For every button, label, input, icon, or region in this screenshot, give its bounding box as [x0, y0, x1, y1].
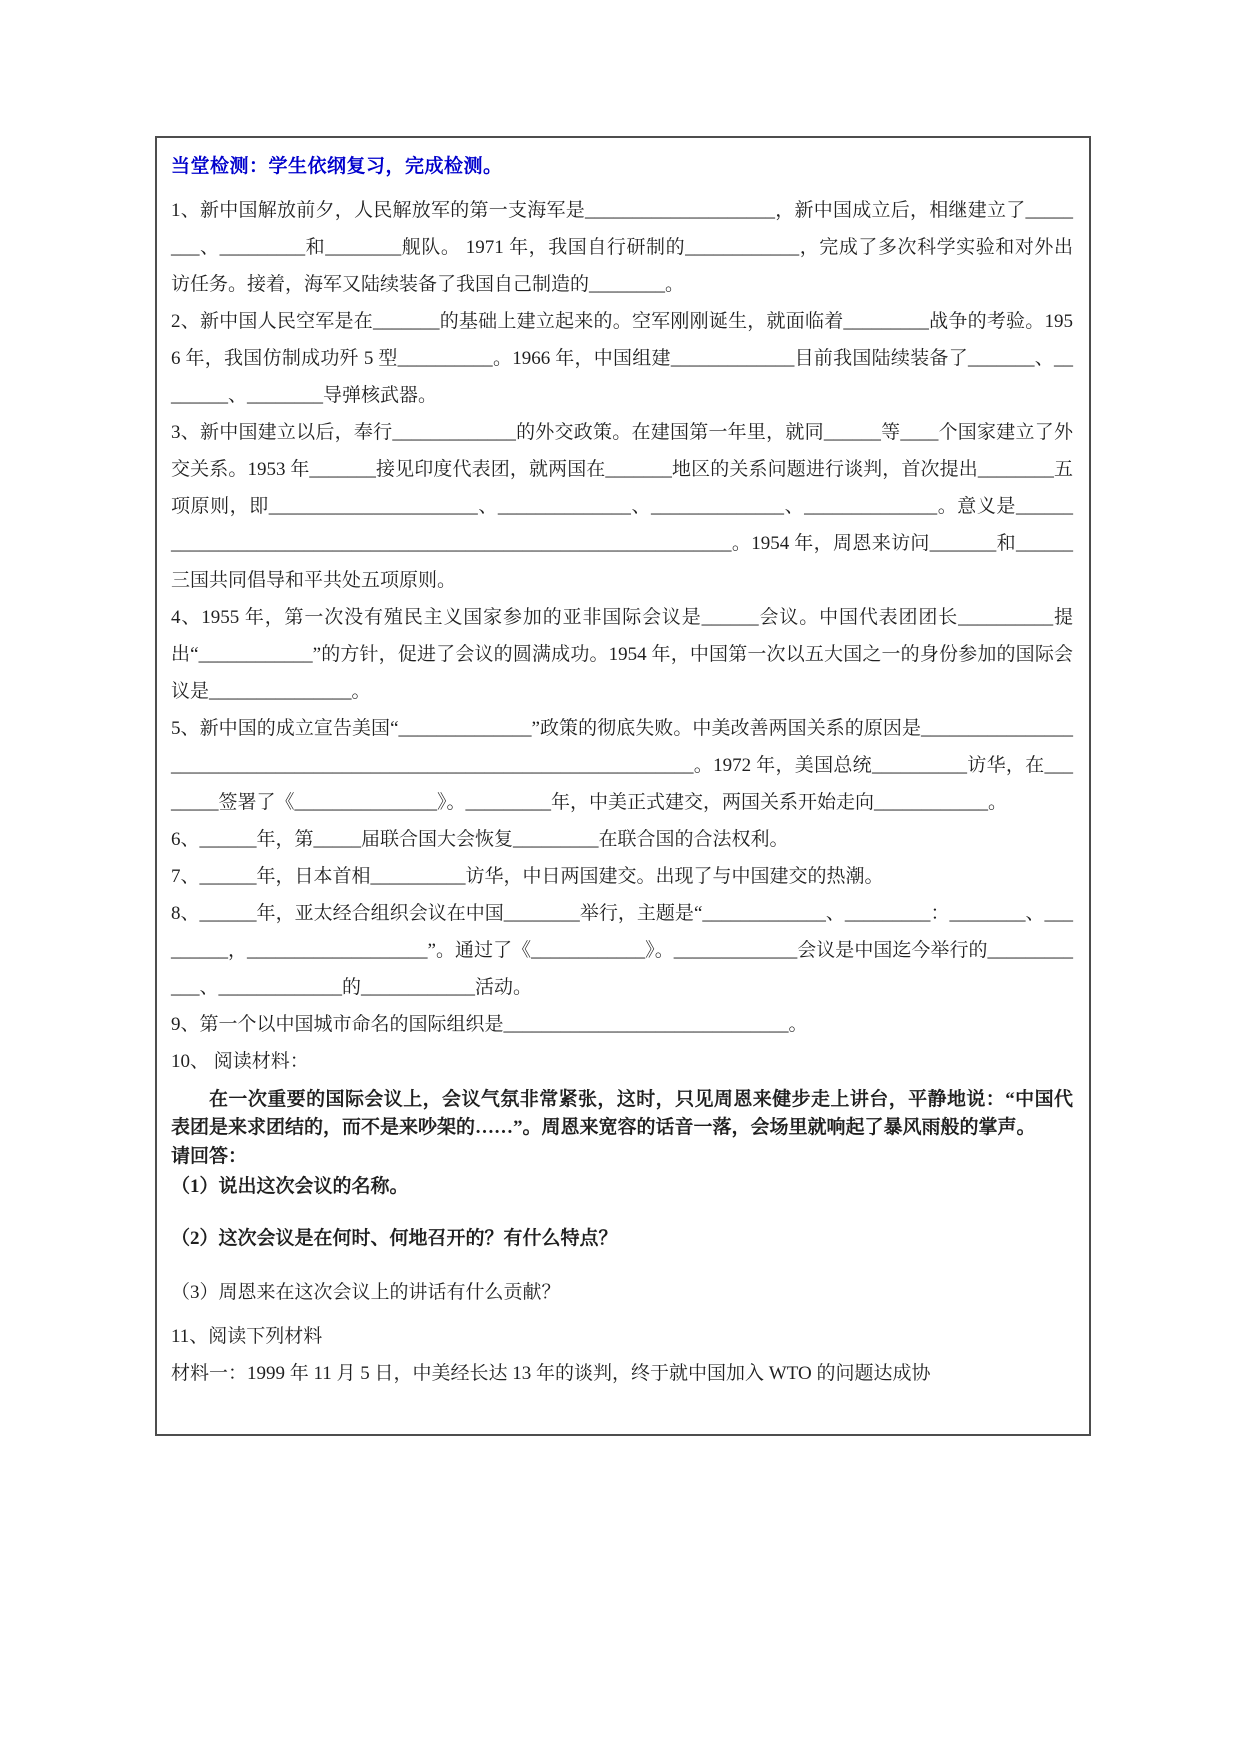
question-9: 9、第一个以中国城市命名的国际组织是______________________________。 — [171, 1014, 808, 1035]
question-1: 1、新中国解放前夕，人民解放军的第一支海军是____________________，新中国成立后，相继建立了________、_________和________舰队。 1971 年，我国自行研制的____________，完成了多次科学实验和对外出访任务。接着，海军又陆续装备了我国自己制造的________。 — [171, 200, 1073, 295]
sub-question-3: （3）周恩来在这次会议上的讲话有什么贡献？ — [171, 1282, 561, 1303]
question-4: 4、1955 年，第一次没有殖民主义国家参加的亚非国际会议是______会议。中国代表团团长__________提出“____________”的方针，促进了会议的圆满成功。1954 年，中国第一次以五大国之一的身份参加的国际会议是_______________。 — [171, 607, 1073, 702]
sub-question-2: （2）这次会议是在何时、何地召开的？有什么特点？ — [171, 1228, 618, 1249]
sub-question-1: （1）说出这次会议的名称。 — [171, 1176, 409, 1197]
question-7: 7、______年，日本首相__________访华，中日两国建交。出现了与中国建交的热潮。 — [171, 866, 884, 887]
question-6: 6、______年，第_____届联合国大会恢复_________在联合国的合法权利。 — [171, 829, 789, 850]
question-3: 3、新中国建立以后，奉行_____________的外交政策。在建国第一年里，就同______等____个国家建立了外交关系。1953 年_______接见印度代表团，就两国在_______地区的关系问题进行谈判，首次提出________五项原则，即______________________、______________、______________、______________。意义是_________________________________________________________________。1954 年，周恩来访问_______和______三国共同倡导和平共处五项原则。 — [171, 422, 1073, 591]
reading-material-text: 在一次重要的国际会议上，会议气氛非常紧张，这时，只见周恩来健步走上讲台，平静地说：“中国代表团是来求团结的，而不是来吵架的……”。周恩来宽容的话音一落，会场里就响起了暴风雨般的掌声。 — [171, 1089, 1073, 1138]
worksheet-heading: 当堂检测：学生依纲复习，完成检测。 — [171, 156, 503, 177]
question-8: 8、______年，亚太经合组织会议在中国________举行，主题是“_____________、_________：________、_________，___________________”。通过了《____________》。_____________会议是中国迄今举行的____________、_____________的____________活动。 — [171, 903, 1073, 998]
question-10-label: 10、 阅读材料： — [171, 1051, 309, 1072]
worksheet-border-box — [155, 136, 1091, 1436]
question-2: 2、新中国人民空军是在_______的基础上建立起来的。空军刚刚诞生，就面临着_________战争的考验。1956 年，我国仿制成功歼 5 型__________。1966 年，中国组建_____________目前我国陆续装备了_______、________、________导弹核武器。 — [171, 311, 1073, 406]
material-1-text: 材料一：1999 年 11 月 5 日，中美经长达 13 年的谈判，终于就中国加入 WTO 的问题达成协 — [171, 1363, 931, 1384]
reading-answer-prompt: 请回答： — [171, 1146, 248, 1167]
question-11-label: 11、阅读下列材料 — [171, 1326, 323, 1347]
question-5: 5、新中国的成立宣告美国“______________”政策的彻底失败。中美改善两国关系的原因是_______________________________________________________________________。1972 年，美国总统__________访华，在________签署了《_______________》。_________年，中美正式建交，两国关系开始走向____________。 — [171, 718, 1073, 813]
